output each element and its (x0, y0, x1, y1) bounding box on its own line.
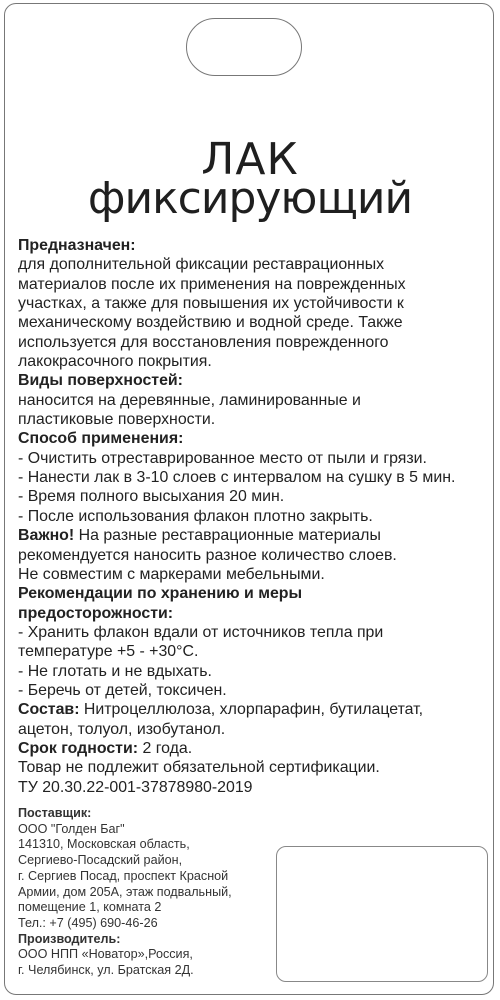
purpose-line: механическому воздействию и водной среде. Также (18, 314, 403, 332)
certification-line: Товар не подлежит обязательной сертификации. (18, 759, 380, 777)
shelf-life-value: 2 года. (138, 739, 193, 757)
supplier-line: Сергиево-Посадский район, (18, 853, 183, 868)
product-description (18, 236, 490, 797)
supplier-line: помещение 1, комната 2 (18, 900, 162, 915)
surfaces-line: наносится на деревянные, ламинированные и (18, 391, 361, 409)
storage-heading: предосторожности: (18, 604, 174, 622)
supplier-line: Армии, дом 205А, этаж подвальный, (18, 884, 232, 899)
purpose-heading: Предназначен: (18, 237, 136, 254)
supplier-block (18, 806, 278, 979)
spec-code: ТУ 20.30.22-001-37878980-2019 (18, 778, 253, 796)
surfaces-line: пластиковые поверхности. (18, 411, 216, 429)
product-title: ЛАК (201, 134, 299, 185)
composition-text: Нитроцеллюлоза, хлорпарафин, бутилацетат, (79, 701, 424, 719)
purpose-line: материалов после их применения на поврежденных (18, 275, 406, 293)
surfaces-heading: Виды поверхностей: (18, 372, 183, 390)
purpose-line: для дополнительной фиксации реставрационных (18, 256, 385, 274)
manufacturer-line: ООО НПП «Новатор»,Россия, (18, 947, 193, 962)
supplier-phone: Тел.: +7 (495) 690-46-26 (18, 915, 158, 930)
usage-heading: Способ применения: (18, 430, 184, 448)
important-text: На разные реставрационные материалы (74, 527, 381, 545)
manufacturer-line: г. Челябинск, ул. Братская 2Д. (18, 963, 194, 978)
purpose-line: используется для восстановления поврежденного (18, 333, 389, 351)
composition-line: ацетон, толуол, изобутанол. (18, 720, 226, 738)
supplier-line: г. Сергиев Посад, проспект Красной (18, 868, 229, 883)
storage-line: - Не глотать и не вдыхать. (18, 662, 212, 680)
usage-step: - После использования флакон плотно закрыть. (18, 507, 373, 525)
shelf-life-heading: Срок годности: (18, 739, 139, 757)
storage-line: - Хранить флакон вдали от источников тепла при (18, 623, 384, 641)
important-line: Не совместим с маркерами мебельными. (18, 565, 325, 583)
usage-step: - Очистить отреставрированное место от пыли и грязи. (18, 449, 427, 467)
important-line (18, 526, 490, 545)
usage-step: - Время полного высыхания 20 мин. (18, 488, 285, 506)
supplier-line: ООО "Голден Баг" (18, 821, 125, 836)
composition-heading: Состав: (18, 701, 80, 719)
storage-line: - Беречь от детей, токсичен. (18, 681, 227, 699)
supplier-line: 141310, Московская область, (18, 837, 190, 852)
storage-line: температуре +5 - +30°С. (18, 643, 199, 661)
usage-step: - Нанести лак в 3-10 слоев с интервалом на сушку в 5 мин. (18, 469, 456, 487)
manufacturer-heading: Производитель: (18, 931, 121, 946)
storage-heading: Рекомендации по хранению и меры (18, 585, 303, 603)
supplier-heading: Поставщик: (18, 806, 92, 820)
shelf-life-line (18, 739, 490, 758)
barcode-sticker-area (276, 846, 488, 982)
important-heading: Важно! (18, 527, 75, 545)
composition-line (18, 700, 490, 719)
product-subtitle: фиксирующий (87, 173, 413, 224)
hang-hole (186, 18, 302, 76)
purpose-line: участках, а также для повышения их устойчивости к (18, 295, 404, 313)
important-line: рекомендуется наносить разное количество слоев. (18, 546, 397, 564)
purpose-line: лакокрасочного покрытия. (18, 353, 212, 371)
